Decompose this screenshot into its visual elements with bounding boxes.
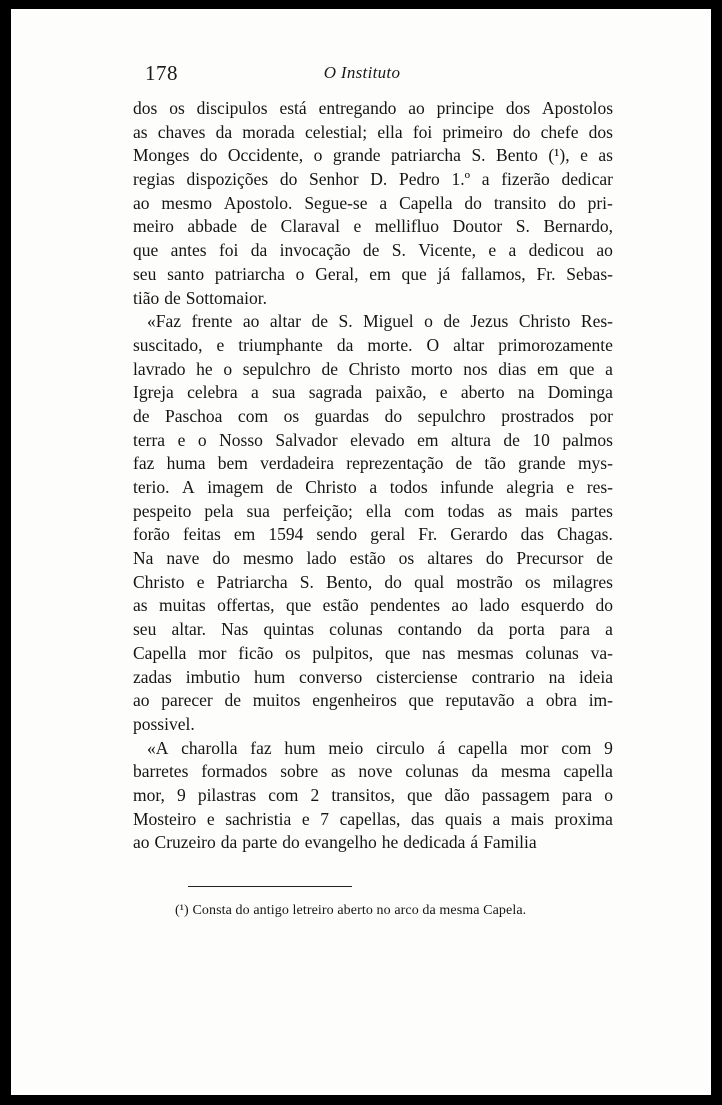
text-line: «A charolla faz hum meio circulo á capella mor com 9: [147, 737, 613, 758]
text-line: seu santo patriarcha o Geral, em que já fallamos, Fr. Sebas-: [133, 263, 613, 284]
running-title: O Instituto: [323, 63, 401, 82]
text-line: lavrado he o sepulchro de Christo morto nos dias em que a: [133, 358, 613, 379]
text-line: regias dispozições do Senhor D. Pedro 1.º a fizerão dedicar: [133, 169, 613, 190]
text-line: «Faz frente ao altar de S. Miguel o de Jezus Christo Res-: [147, 311, 613, 332]
text-line: Capella mor ficão os pulpitos, que nas mesmas colunas va-: [133, 642, 613, 663]
text-line: faz huma bem verdadeira reprezentação de tão grande mys-: [133, 453, 613, 474]
text-line: terio. A imagem de Christo a todos infunde alegria e res-: [133, 477, 613, 497]
body-text: [133, 97, 613, 855]
footnote-marker: (¹): [175, 903, 189, 918]
text-line: ao Cruzeiro da parte do evangelho he dedicada á Familia: [133, 832, 537, 853]
text-line: zadas imbutio hum converso cisterciense contrario na ideia: [133, 666, 613, 687]
text-line: ao mesmo Apostolo. Segue-se a Capella do transito do pri-: [133, 192, 613, 213]
text-line: Monges do Occidente, o grande patriarcha S. Bento (¹), e as: [133, 145, 613, 166]
text-line: meiro abbade de Claraval e mellifluo Doutor S. Bernardo,: [133, 216, 613, 237]
text-line: as chaves da morada celestial; ella foi primeiro do chefe dos: [133, 121, 613, 142]
running-header: [133, 59, 591, 89]
footnote-rule: [188, 886, 352, 887]
text-line: possivel.: [133, 713, 195, 734]
text-line: terra e o Nosso Salvador elevado em altura de 10 palmos: [133, 429, 613, 450]
text-line: forão feitas em 1594 sendo geral Fr. Gerardo das Chagas.: [133, 524, 613, 545]
text-line: dos os discipulos está entregando ao principe dos Apostolos: [133, 98, 613, 118]
footnote: [175, 903, 526, 919]
text-line: Christo e Patriarcha S. Bento, do qual mostrão os milagres: [133, 571, 613, 592]
text-line: Igreja celebra a sua sagrada paixão, e aberto na Dominga: [133, 382, 613, 403]
text-line: mor, 9 pilastras com 2 transitos, que dão passagem para o: [133, 784, 613, 805]
text-line: seu altar. Nas quintas colunas contando da porta para a: [133, 619, 613, 640]
text-line: que antes foi da invocação de S. Vicente, e a dedicou ao: [133, 240, 613, 261]
text-line: pespeito pela sua perfeição; ella com todas as mais partes: [133, 500, 613, 521]
text-line: as muitas offertas, que estão pendentes ao lado esquerdo do: [133, 595, 613, 616]
text-line: ao parecer de muitos engenheiros que reputavão a obra im-: [133, 690, 613, 711]
text-line: de Paschoa com os guardas do sepulchro prostrados por: [133, 405, 613, 426]
text-line: barretes formados sobre as nove colunas da mesma capella: [133, 761, 613, 782]
text-line: Na nave do mesmo lado estão os altares do Precursor de: [133, 548, 613, 569]
page-number: 178: [145, 61, 178, 85]
text-line: Mosteiro e sachristia e 7 capellas, das quais a mais proxima: [133, 808, 613, 829]
text-line: suscitado, e triumphante da morte. O altar primorozamente: [133, 334, 613, 355]
footnote-text: Consta do antigo letreiro aberto no arco da mesma Capela.: [192, 903, 527, 918]
text-line: tião de Sottomaior.: [133, 287, 267, 308]
